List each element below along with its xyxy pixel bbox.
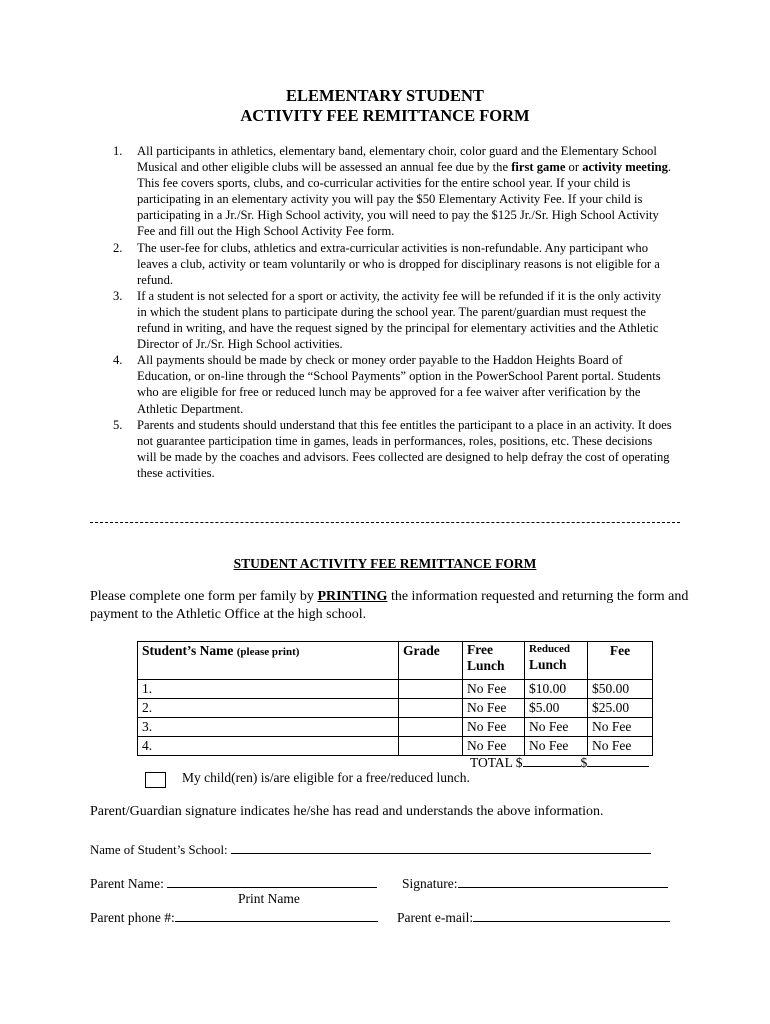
- reduced-lunch-cell: $5.00: [525, 699, 588, 718]
- signature-note: Parent/Guardian signature indicates he/she has read and understands the above information.: [90, 804, 604, 819]
- parent-name-line[interactable]: [167, 874, 377, 888]
- student-name-cell[interactable]: 2.: [138, 699, 399, 718]
- student-name-cell[interactable]: 1.: [138, 680, 399, 699]
- parent-phone-line[interactable]: [175, 908, 378, 922]
- page-title: [0, 86, 770, 126]
- free-lunch-cell: No Fee: [463, 718, 525, 737]
- parent-email-field: Parent e-mail:: [397, 908, 670, 926]
- reduced-lunch-cell: No Fee: [525, 737, 588, 756]
- grade-cell[interactable]: [399, 699, 463, 718]
- total-label: TOTAL $: [470, 755, 523, 770]
- total-mid: $: [580, 755, 588, 770]
- title-line-2: ACTIVITY FEE REMITTANCE FORM: [240, 106, 530, 125]
- rule-item: 5. Parents and students should understand that this fee entitles the participant to a place in an activity. It does not guarantee participation time in games, leads in performances, roles, positions, etc. These decisions will be made by the coaches and advisors. Fees collected are designed to help defray the cost of operating these activities.: [113, 417, 672, 480]
- title-line-1: ELEMENTARY STUDENT: [286, 86, 484, 105]
- student-name-cell[interactable]: 4.: [138, 737, 399, 756]
- form-title: STUDENT ACTIVITY FEE REMITTANCE FORM: [233, 556, 537, 571]
- reduced-lunch-cell: $10.00: [525, 680, 588, 699]
- free-lunch-cell: No Fee: [463, 680, 525, 699]
- free-reduced-eligibility-checkbox[interactable]: [145, 772, 166, 788]
- table-header-row: [138, 642, 653, 680]
- total-row: [470, 753, 649, 771]
- free-lunch-cell: No Fee: [463, 737, 525, 756]
- rule-item: 3. If a student is not selected for a sport or activity, the activity fee will be refunded if it is the only activity in which the student plans to participate during the school year. The parent/guardian must request the refund in writing, and have the request signed by the principal for elementary activities and the Athletic Director of Jr./Sr. High School activities.: [113, 288, 662, 352]
- parent-phone-field: Parent phone #:: [90, 908, 378, 926]
- print-name-caption: Print Name: [238, 891, 300, 906]
- parent-name-field: Parent Name:: [90, 874, 377, 892]
- eligibility-label: My child(ren) is/are eligible for a free/reduced lunch.: [182, 770, 470, 785]
- total-amount-line-2[interactable]: [587, 753, 649, 767]
- fee-cell: No Fee: [588, 737, 653, 756]
- fee-cell: No Fee: [588, 718, 653, 737]
- header-fee: Fee: [588, 642, 653, 680]
- parent-email-line[interactable]: [473, 908, 670, 922]
- free-lunch-cell: No Fee: [463, 699, 525, 718]
- grade-cell[interactable]: [399, 718, 463, 737]
- reduced-lunch-cell: No Fee: [525, 718, 588, 737]
- student-fee-table: [137, 641, 653, 756]
- grade-cell[interactable]: [399, 680, 463, 699]
- student-name-cell[interactable]: 3.: [138, 718, 399, 737]
- header-free-lunch: Free Lunch: [463, 642, 525, 680]
- fee-cell: $25.00: [588, 699, 653, 718]
- table-row: [138, 699, 653, 718]
- signature-line[interactable]: [458, 874, 668, 888]
- header-grade: Grade: [399, 642, 463, 680]
- school-name-field: Name of Student’s School:: [90, 840, 651, 858]
- cut-line-divider: [90, 522, 680, 523]
- signature-field: Signature:: [402, 874, 668, 892]
- table-row: [138, 680, 653, 699]
- rule-item: 1. All participants in athletics, elementary band, elementary choir, color guard and the Elementary School Musical and other eligible clubs will be assessed an annual fee due by the first game or activity meeting. This fee covers sports, clubs, and co-curricular activities for the entire school year. If your child is participating in an elementary activity you will pay the $50 Elementary Activity Fee. If your child is participating in a Jr./Sr. High School activity, you will need to pay the $125 Jr./Sr. High School Activity Fee and fill out the High School Activity Fee form.: [113, 144, 672, 239]
- table-row: [138, 718, 653, 737]
- rule-item: 4. All payments should be made by check or money order payable to the Haddon Heights Board of Education, or on-line through the “School Payments” option in the PowerSchool Parent portal. Students who are eligible for free or reduced lunch may be approved for a fee waiver after verification by the Athletic Department.: [113, 353, 661, 416]
- header-student-name: Student’s Name (please print): [138, 642, 399, 680]
- form-instructions: Please complete one form per family by PRINTING the information requested and returning the form and payment to the Athletic Office at the high school.: [90, 589, 689, 622]
- total-amount-line[interactable]: [523, 753, 581, 767]
- rule-item: 2. The user-fee for clubs, athletics and extra-curricular activities is non-refundable. Any participant who leaves a club, activity or team voluntarily or who is dropped for disciplinary reasons is not eligible for a refund.: [113, 240, 660, 287]
- fee-cell: $50.00: [588, 680, 653, 699]
- grade-cell[interactable]: [399, 737, 463, 756]
- rules-list: [113, 143, 673, 481]
- school-name-line[interactable]: [231, 840, 651, 854]
- header-reduced-lunch: Reduced Lunch: [525, 642, 588, 680]
